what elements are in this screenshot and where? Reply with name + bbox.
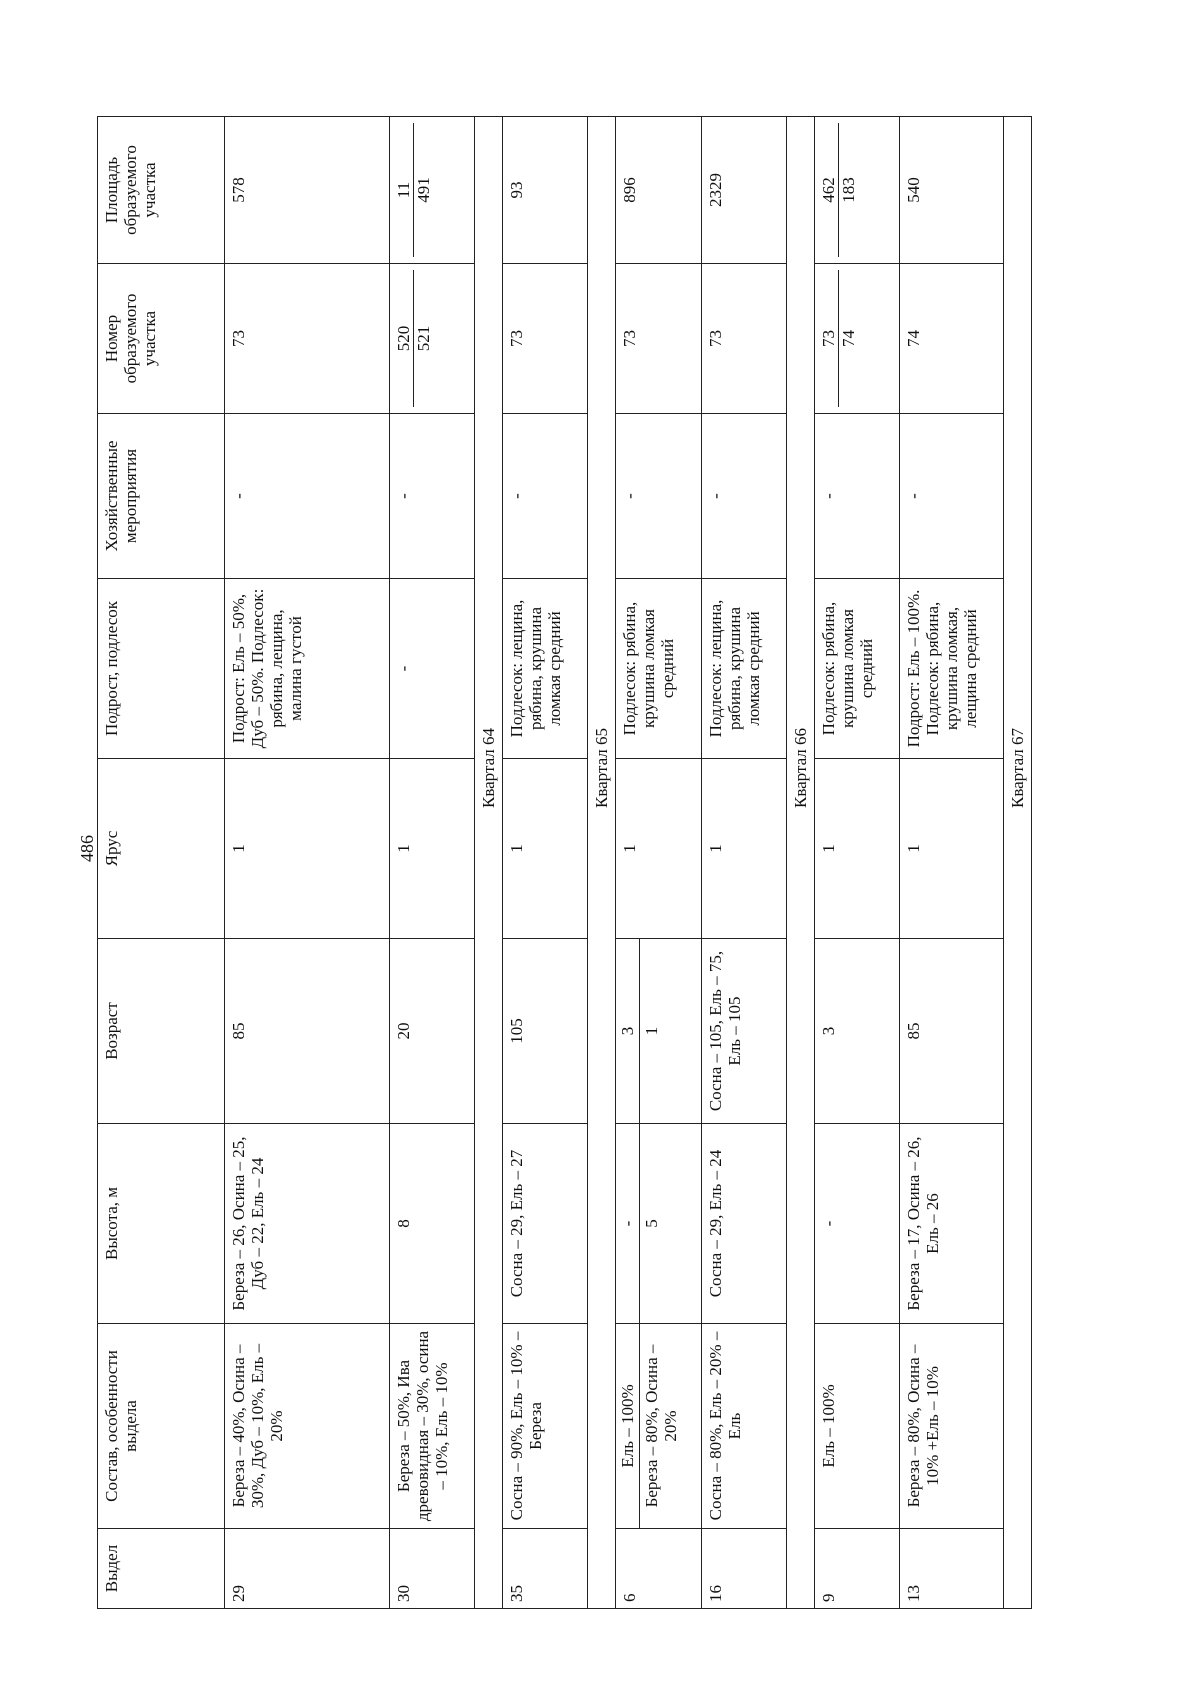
cell-vozrast: 85 [900,939,1004,1124]
cell-nomer: 73 [616,264,701,414]
cell-yarus: 1 [701,759,786,939]
table-row [616,117,701,1609]
cell-yarus: 1 [900,759,1004,939]
table-row [502,117,587,1609]
cell-ploshad: 896 [616,117,701,264]
nomer-sub: 73 [819,270,839,407]
quarter-label: Квартал 64 [474,117,502,1609]
cell-sostav: Береза – 40%, Осина – 30%, Дуб – 10%, Ель – 20% [225,1324,390,1529]
cell-vydel: 29 [225,1529,390,1609]
cell-sostav [616,1324,701,1529]
cell-ploshad [814,117,899,264]
cell-vysota: Сосна – 29, Ель – 27 [502,1124,587,1324]
cell-vysota: Сосна – 29, Ель – 24 [701,1124,786,1324]
table-row [701,117,786,1609]
col-podrost: Подрост, подлесок [98,579,225,759]
cell-vozrast: 105 [502,939,587,1124]
cell-ploshad: 2329 [701,117,786,264]
vysota-sub: - [616,1124,640,1323]
cell-yarus: 1 [616,759,701,939]
header-row [98,117,225,1609]
quarter-row [1003,117,1031,1609]
forest-table [97,116,1032,1609]
cell-meropr: - [900,414,1004,579]
cell-podrost: Подрост: Ель – 100%. Подлесок: рябина, крушина ломкая, лещина средний [900,579,1004,759]
cell-nomer: 73 [701,264,786,414]
col-vydel: Выдел [98,1529,225,1609]
col-vysota: Высота, м [98,1124,225,1324]
cell-ploshad: 93 [502,117,587,264]
cell-nomer [389,264,474,414]
cell-vysota: Береза – 26, Осина – 25, Дуб – 22, Ель – 24 [225,1124,390,1324]
cell-yarus: 1 [225,759,390,939]
quarter-label: Квартал 67 [1003,117,1031,1609]
cell-vozrast: 85 [225,939,390,1124]
quarter-row [786,117,814,1609]
quarter-row [588,117,616,1609]
col-ploshad: Площадь образуемого участка [98,117,225,264]
nomer-sub: 521 [413,325,433,352]
vysota-sub: 5 [642,1219,662,1228]
cell-podrost: Подлесок: рябина, крушина ломкая средний [616,579,701,759]
cell-yarus: 1 [389,759,474,939]
ploshad-sub: 183 [838,177,858,203]
cell-vozrast: 20 [389,939,474,1124]
cell-nomer [814,264,899,414]
cell-vozrast: Сосна – 105, Ель – 75, Ель – 105 [701,939,786,1124]
cell-vydel: 35 [502,1529,587,1609]
cell-nomer: 74 [900,264,1004,414]
cell-ploshad [389,117,474,264]
cell-podrost: - [389,579,474,759]
quarter-row [474,117,502,1609]
cell-nomer: 73 [225,264,390,414]
quarter-label: Квартал 65 [588,117,616,1609]
cell-sostav: Береза – 50%, Ива древовидная – 30%, осина – 10%, Ель – 10% [389,1324,474,1529]
ploshad-sub: 462 [819,123,839,257]
cell-vysota: - [814,1124,899,1324]
cell-meropr: - [701,414,786,579]
ploshad-sub: 491 [413,177,433,203]
col-yarus: Ярус [98,759,225,939]
cell-vozrast: 3 [814,939,899,1124]
cell-vydel: 6 [616,1529,701,1609]
vozrast-sub: 1 [642,1026,662,1036]
quarter-label: Квартал 66 [786,117,814,1609]
table-row [814,117,899,1609]
table-row [900,117,1004,1609]
cell-meropr: - [502,414,587,579]
cell-nomer: 73 [502,264,587,414]
cell-vydel: 16 [701,1529,786,1609]
cell-ploshad: 540 [900,117,1004,264]
cell-meropr: - [225,414,390,579]
cell-vydel: 30 [389,1529,474,1609]
nomer-sub: 74 [838,330,858,347]
cell-podrost: Подрост: Ель – 50%, Дуб – 50%. Подлесок: рябина, лещина, малина густой [225,579,390,759]
cell-podrost: Подлесок: рябина, крушина ломкая средний [814,579,899,759]
cell-podrost: Подлесок: лещина, рябина, крушина ломкая средний [701,579,786,759]
cell-vydel: 13 [900,1529,1004,1609]
cell-meropr: - [814,414,899,579]
nomer-sub: 520 [394,270,414,407]
page-number: 486 [77,835,97,862]
cell-vysota [616,1124,701,1324]
cell-sostav: Ель – 100% [814,1324,899,1529]
sostav-sub: Береза – 80%, Осина – 20% [642,1344,681,1508]
cell-yarus: 1 [502,759,587,939]
col-meropriyatiya: Хозяйственные мероприятия [98,414,225,579]
table-row [225,117,390,1609]
cell-sostav: Сосна – 90%, Ель – 10% – Береза [502,1324,587,1529]
col-vozrast: Возраст [98,939,225,1124]
sostav-sub: Ель – 100% [616,1324,640,1528]
ploshad-sub: 11 [394,123,414,257]
cell-ploshad: 578 [225,117,390,264]
cell-vysota: 8 [389,1124,474,1324]
cell-vydel: 9 [814,1529,899,1609]
cell-meropr: - [616,414,701,579]
col-sostav: Состав, особенности выдела [98,1324,225,1529]
cell-vozrast [616,939,701,1124]
vozrast-sub: 3 [616,939,640,1123]
cell-vysota: Береза – 17, Осина – 26, Ель – 26 [900,1124,1004,1324]
cell-yarus: 1 [814,759,899,939]
table-row [389,117,474,1609]
cell-meropr: - [389,414,474,579]
cell-sostav: Сосна – 80%, Ель – 20% – Ель [701,1324,786,1529]
cell-sostav: Береза – 80%, Осина – 10% +Ель – 10% [900,1324,1004,1529]
col-nomer: Номер образуемого участка [98,264,225,414]
cell-podrost: Подлесок: лещина, рябина, крушина ломкая средний [502,579,587,759]
